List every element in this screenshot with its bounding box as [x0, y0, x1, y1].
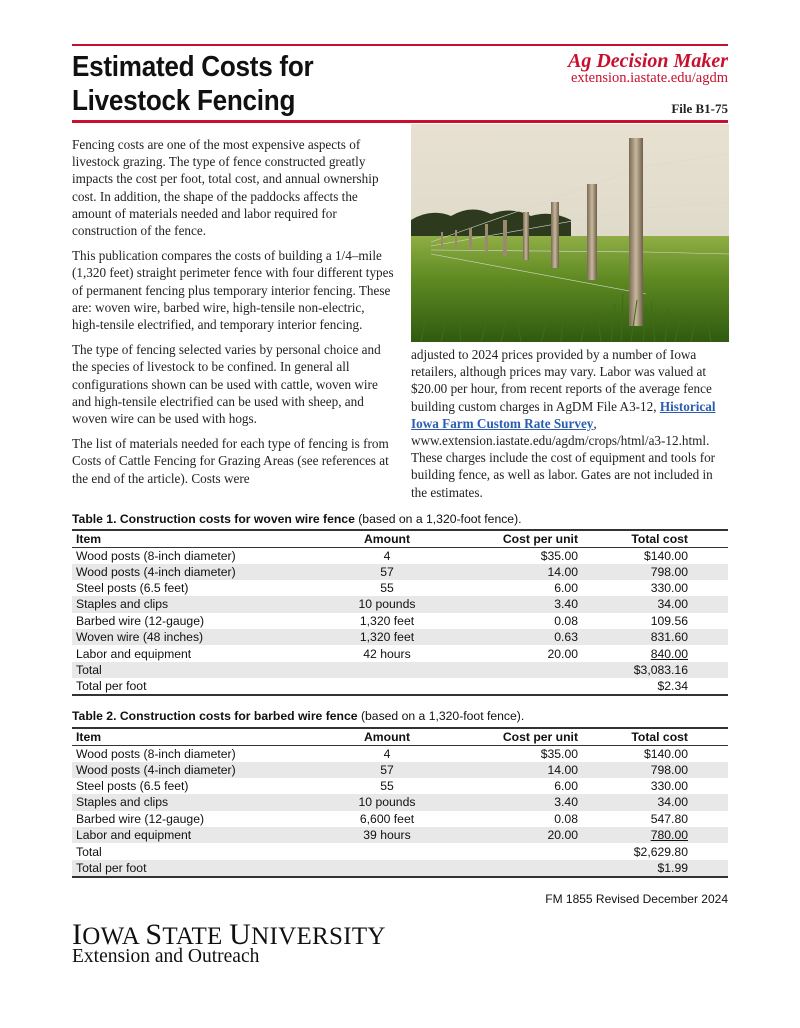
table-cell: Staples and clips	[72, 794, 322, 810]
table-2	[72, 727, 728, 878]
table-cell: 6,600 feet	[359, 811, 415, 826]
table-cell: 547.80	[650, 811, 688, 826]
table-1-caption	[72, 512, 728, 526]
table-cell: 3.40	[452, 596, 582, 612]
table-cell: 20.00	[452, 827, 582, 843]
table-header-row	[72, 530, 728, 547]
table-row	[72, 745, 728, 762]
table-cell: 1,320 feet	[322, 629, 452, 645]
table-cell: 0.63	[452, 629, 582, 645]
left-column	[72, 136, 394, 495]
table-cell: $1.99	[582, 860, 728, 877]
table-2-caption	[72, 709, 728, 723]
table-row	[72, 762, 728, 778]
table-cell: Labor and equipment	[76, 646, 192, 661]
table-row	[72, 827, 728, 843]
column-header: Amount	[322, 728, 452, 745]
table-cell: 55	[380, 779, 394, 794]
table-cell: Wood posts (4-inch diameter)	[72, 762, 322, 778]
paragraph-4: The list of materials needed for each type of fencing is from Costs of Cattle Fencing for Grazing Areas (see references at the end of the article). Costs were	[72, 436, 389, 486]
table-row	[72, 613, 728, 629]
right-column-text	[411, 346, 729, 501]
document-id: FM 1855 Revised December 2024	[545, 892, 728, 906]
table-row	[72, 794, 728, 810]
table-cell: $35.00	[540, 548, 578, 563]
table-cell	[452, 662, 582, 678]
table-cell: Steel posts (6.5 feet)	[76, 581, 189, 596]
table-cell: Total	[76, 844, 102, 859]
table-cell: Staples and clips	[72, 596, 322, 612]
table-row	[72, 860, 728, 877]
fence-photo	[411, 124, 729, 342]
table-row	[72, 645, 728, 661]
custom-rate-survey-link[interactable]: Historical Iowa Farm Custom Rate Survey	[411, 398, 716, 431]
header-rule	[72, 120, 728, 123]
column-header: Item	[72, 728, 322, 745]
table-row	[72, 564, 728, 580]
table-cell: $140.00	[643, 548, 688, 563]
table-cell: Total per foot	[72, 678, 322, 695]
university-subtitle: Extension and Outreach	[72, 946, 260, 967]
brand-url[interactable]: extension.iastate.edu/agdm	[570, 70, 728, 86]
table-cell: 39 hours	[322, 827, 452, 843]
table-cell: 57	[322, 564, 452, 580]
table-row	[72, 596, 728, 612]
table-1	[72, 529, 728, 696]
table-2-caption-rest: (based on a 1,320-foot fence).	[357, 709, 525, 723]
column-header: Item	[72, 530, 322, 547]
table-row	[72, 778, 728, 794]
paragraph-5-end: , www.extension.iastate.edu/agdm/crops/html/a3-12.html. These charges include the cost of equipment and tools for building fence, as well as labor. Gates are not included in the estimates.	[411, 415, 716, 500]
table-cell: Wood posts (8-inch diameter)	[76, 548, 236, 563]
table-cell: Barbed wire (12-gauge)	[76, 811, 205, 826]
table-cell	[322, 843, 452, 859]
table-cell: 798.00	[582, 762, 728, 778]
table-2-caption-bold: Table 2. Construction costs for barbed wire fence	[72, 709, 358, 723]
table-cell: 109.56	[650, 613, 688, 628]
table-row	[72, 629, 728, 645]
table-cell	[322, 860, 452, 877]
table-cell: $140.00	[643, 746, 688, 761]
fence-photo-image	[411, 124, 729, 342]
table-cell: 6.00	[554, 581, 578, 596]
table-cell: 831.60	[582, 629, 728, 645]
table-cell: $2.34	[582, 678, 728, 695]
file-id: File B1-75	[671, 101, 728, 116]
wordmark-I: I	[72, 918, 83, 951]
table-cell: 55	[380, 581, 394, 596]
table-cell: 14.00	[452, 564, 582, 580]
table-cell	[452, 678, 582, 695]
title-line-1: Estimated Costs for	[72, 51, 314, 83]
paragraph-1: Fencing costs are one of the most expensive aspects of livestock grazing. The type of fence constructed greatly impacts the cost per foot, total cost, and annual ownership cost. In addition, the shape of the paddocks affects the amount of materials needed and labor required for construction of the fence.	[72, 137, 379, 239]
wordmark-S: S	[145, 918, 163, 951]
table-cell: 10 pounds	[322, 596, 452, 612]
table-cell	[322, 662, 452, 678]
table-1-caption-bold: Table 1. Construction costs for woven wire fence	[72, 512, 355, 526]
table-cell: 330.00	[650, 581, 688, 596]
table-cell: 3.40	[452, 794, 582, 810]
column-header: Amount	[322, 530, 452, 547]
table-cell: 780.00	[582, 827, 728, 843]
wordmark-niversity: NIVERSITY	[251, 923, 386, 950]
paragraph-5-start: adjusted to 2024 prices provided by a number of Iowa retailers, although prices may vary. Labor was valued at $20.00 per hour, from recent reports of the average fence building custom charges in AgDM File A3-12,	[411, 347, 712, 414]
table-cell: $3,083.16	[582, 662, 728, 678]
paragraph-2: This publication compares the costs of building a 1/4–mile (1,320 feet) straight perimeter fence with four different types of permanent fencing plus temporary interior fencing. These are: woven wire, barbed wire, high-tensile non-electric, high-tensile electrified, and temporary interior fencing.	[72, 248, 394, 333]
table-cell: Total per foot	[72, 860, 322, 877]
table-row	[72, 811, 728, 827]
table-cell: 0.08	[554, 613, 578, 628]
table-cell: 14.00	[452, 762, 582, 778]
title-line-2: Livestock Fencing	[72, 85, 296, 117]
table-cell: 330.00	[650, 779, 688, 794]
table-cell	[452, 843, 582, 859]
wordmark-U: U	[229, 918, 252, 951]
table-row	[72, 843, 728, 859]
top-rule	[72, 44, 728, 46]
table-cell: 840.00	[650, 646, 688, 661]
table-cell: $35.00	[540, 746, 578, 761]
table-cell: Total	[72, 662, 322, 678]
table-cell	[322, 678, 452, 695]
column-header: Cost per unit	[452, 728, 582, 745]
table-cell: 20.00	[547, 646, 578, 661]
table-cell: 34.00	[582, 794, 728, 810]
table-cell: 4	[383, 746, 391, 761]
table-cell: 1,320 feet	[359, 613, 415, 628]
paragraph-3: The type of fencing selected varies by personal choice and the species of livestock to be confined. In general all configurations shown can be used with cattle, woven wire and high-tensile electrified can be used with sheep, and woven wire can be used with hogs.	[72, 342, 381, 427]
column-header: Total cost	[582, 530, 728, 547]
table-cell: $2,629.80	[633, 844, 688, 859]
table-row	[72, 678, 728, 695]
table-cell: 0.08	[554, 811, 578, 826]
table-cell: 798.00	[582, 564, 728, 580]
table-cell: 4	[383, 548, 391, 563]
table-cell: 10 pounds	[322, 794, 452, 810]
wordmark-tate: TATE	[162, 923, 230, 950]
table-header-row	[72, 728, 728, 745]
page-title	[72, 50, 369, 118]
table-cell: Wood posts (4-inch diameter)	[72, 564, 322, 580]
table-cell: Labor and equipment	[72, 827, 322, 843]
table-cell: Steel posts (6.5 feet)	[76, 779, 189, 794]
table-cell: 42 hours	[363, 646, 411, 661]
table-cell: Woven wire (48 inches)	[72, 629, 322, 645]
table-cell: 6.00	[554, 779, 578, 794]
column-header: Total cost	[582, 728, 728, 745]
table-cell: 34.00	[582, 596, 728, 612]
column-header: Cost per unit	[452, 530, 582, 547]
wordmark-owa: OWA	[82, 923, 146, 950]
table-row	[72, 580, 728, 596]
table-cell: 57	[322, 762, 452, 778]
table-1-caption-rest: (based on a 1,320-foot fence).	[354, 512, 522, 526]
table-row	[72, 662, 728, 678]
table-cell: Wood posts (8-inch diameter)	[76, 746, 236, 761]
table-cell: Barbed wire (12-gauge)	[76, 613, 205, 628]
table-cell	[452, 860, 582, 877]
table-row	[72, 547, 728, 564]
brand-name[interactable]: Ag Decision Maker	[568, 50, 728, 72]
